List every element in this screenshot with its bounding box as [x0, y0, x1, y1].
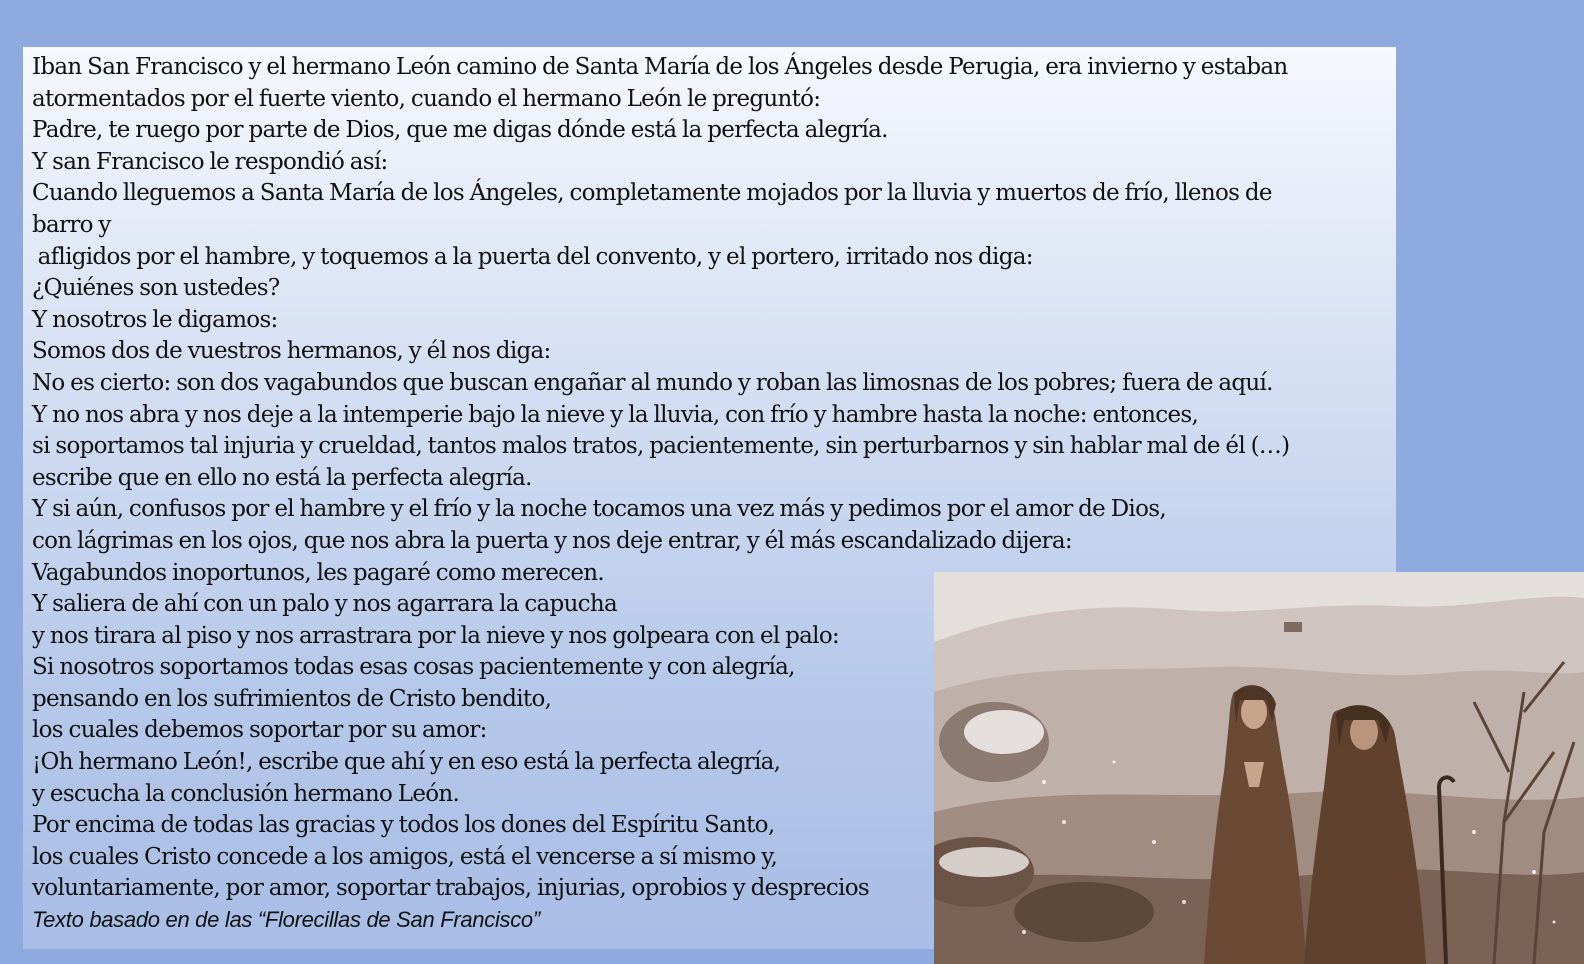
story-line: Somos dos de vuestros hermanos, y él nos diga: — [32, 338, 551, 365]
story-line: y escucha la conclusión hermano León. — [32, 780, 460, 807]
story-line: Y saliera de ahí con un palo y nos agarrara la capucha — [32, 591, 617, 618]
story-line: pensando en los sufrimientos de Cristo bendito, — [32, 685, 552, 712]
story-line: Si nosotros soportamos todas esas cosas pacientemente y con alegría, — [32, 654, 795, 681]
story-line: los cuales debemos soportar por su amor: — [32, 717, 487, 744]
painting-snow — [939, 847, 1029, 877]
story-line: Cuando lleguemos a Santa María de los Ángeles, completamente mojados por la lluvia y muertos de frío, llenos de — [32, 180, 1272, 207]
painting-snow — [964, 710, 1044, 754]
painting-bush — [1014, 882, 1154, 942]
story-line: y nos tirara al piso y nos arrastrara por la nieve y nos golpeara con el palo: — [32, 622, 840, 649]
story-line: Iban San Francisco y el hermano León camino de Santa María de los Ángeles desde Perugia, era invierno y estaban — [32, 54, 1288, 80]
story-line: ¡Oh hermano León!, escribe que ahí y en eso está la perfecta alegría, — [32, 749, 781, 776]
painting-artwork — [934, 572, 1584, 964]
story-line: atormentados por el fuerte viento, cuando el hermano León le preguntó: — [32, 85, 821, 112]
source-note: Texto basado en de las “Florecillas de San Francisco” — [32, 907, 540, 932]
story-line: voluntariamente, por amor, soportar trabajos, injurias, oprobios y desprecios — [32, 875, 869, 902]
story-line: Vagabundos inoportunos, les pagaré como merecen. — [32, 559, 605, 586]
story-line: Padre, te ruego por parte de Dios, que me digas dónde está la perfecta alegría. — [32, 117, 888, 144]
story-line: No es cierto: son dos vagabundos que buscan engañar al mundo y roban las limosnas de los pobres; fuera de aquí. — [32, 369, 1273, 396]
story-line: ¿Quiénes son ustedes? — [32, 275, 280, 302]
story-line: afligidos por el hambre, y toquemos a la puerta del convento, y el portero, irritado nos diga: — [32, 243, 1033, 270]
story-line: los cuales Cristo concede a los amigos, está el vencerse a sí mismo y, — [32, 843, 778, 870]
painting-house — [1284, 622, 1302, 632]
story-line: Y no nos abra y nos deje a la intemperie bajo la nieve y la lluvia, con frío y hambre hasta la noche: entonces, — [32, 401, 1199, 428]
story-line: barro y — [32, 211, 111, 238]
story-line: Y si aún, confusos por el hambre y el frío y la noche tocamos una vez más y pedimos por el amor de Dios, — [32, 496, 1166, 523]
story-line: Y nosotros le digamos: — [32, 306, 278, 333]
story-line: Y san Francisco le respondió así: — [32, 148, 388, 175]
friars-painting — [934, 572, 1584, 964]
story-line: escribe que en ello no está la perfecta alegría. — [32, 464, 532, 491]
story-line: con lágrimas en los ojos, que nos abra la puerta y nos deje entrar, y él más escandalizado dijera: — [32, 527, 1072, 554]
story-line: Por encima de todas las gracias y todos los dones del Espíritu Santo, — [32, 812, 775, 839]
story-line: si soportamos tal injuria y crueldad, tantos malos tratos, pacientemente, sin perturbarnos y sin hablar mal de él (…) — [32, 433, 1290, 460]
